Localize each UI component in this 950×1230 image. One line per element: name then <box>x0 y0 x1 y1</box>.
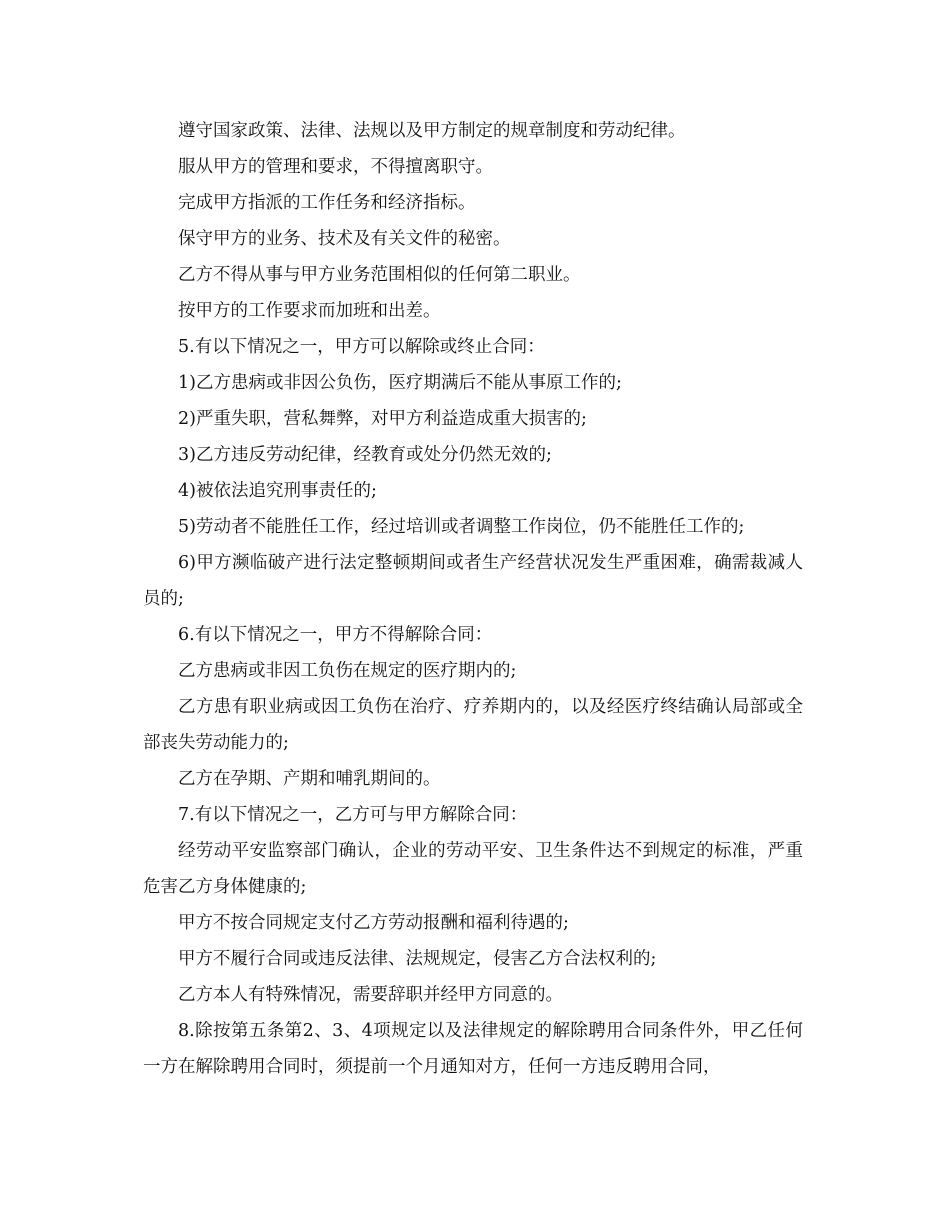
paragraph: 1)乙方患病或非因公负伤，医疗期满后不能从事原工作的; <box>178 373 622 393</box>
clause-heading: 7.有以下情况之一，乙方可与甲方解除合同： <box>178 805 528 825</box>
paragraph: 经劳动平安监察部门确认，企业的劳动平安、卫生条件达不到规定的标准，严重危害乙方身体健康的; <box>143 841 803 897</box>
paragraph: 5)劳动者不能胜任工作，经过培训或者调整工作岗位，仍不能胜任工作的; <box>178 517 745 537</box>
paragraph: 3)乙方违反劳动纪律，经教育或处分仍然无效的; <box>178 445 552 465</box>
paragraph: 保守甲方的业务、技术及有关文件的秘密。 <box>178 229 511 249</box>
clause-heading: 5.有以下情况之一，甲方可以解除或终止合同： <box>178 337 545 357</box>
paragraph: 完成甲方指派的工作任务和经济指标。 <box>178 193 476 213</box>
clause-heading: 8.除按第五条第2、3、4项规定以及法律规定的解除聘用合同条件外，甲乙任何一方在解除聘用合同时，须提前一个月通知对方，任何一方违反聘用合同， <box>143 1021 803 1077</box>
paragraph: 6)甲方濒临破产进行法定整顿期间或者生产经营状况发生严重困难，确需裁减人员的; <box>143 553 803 609</box>
document-body <box>143 113 803 1085</box>
paragraph: 乙方患有职业病或因工负伤在治疗、疗养期内的，以及经医疗终结确认局部或全部丧失劳动能力的; <box>143 697 803 753</box>
paragraph: 遵守国家政策、法律、法规以及甲方制定的规章制度和劳动纪律。 <box>178 121 686 141</box>
paragraph: 乙方本人有特殊情况，需要辞职并经甲方同意的。 <box>178 985 563 1005</box>
paragraph: 甲方不履行合同或违反法律、法规规定，侵害乙方合法权利的; <box>178 949 657 969</box>
paragraph: 乙方不得从事与甲方业务范围相似的任何第二职业。 <box>178 265 581 285</box>
paragraph: 按甲方的工作要求而加班和出差。 <box>178 301 441 321</box>
paragraph: 服从甲方的管理和要求，不得擅离职守。 <box>178 157 493 177</box>
paragraph: 乙方在孕期、产期和哺乳期间的。 <box>178 769 441 789</box>
paragraph: 甲方不按合同规定支付乙方劳动报酬和福利待遇的; <box>178 913 569 933</box>
paragraph: 2)严重失职，营私舞弊，对甲方利益造成重大损害的; <box>178 409 587 429</box>
clause-heading: 6.有以下情况之一，甲方不得解除合同： <box>178 625 493 645</box>
paragraph: 乙方患病或非因工负伤在规定的医疗期内的; <box>178 661 517 681</box>
paragraph: 4)被依法追究刑事责任的; <box>178 481 377 501</box>
